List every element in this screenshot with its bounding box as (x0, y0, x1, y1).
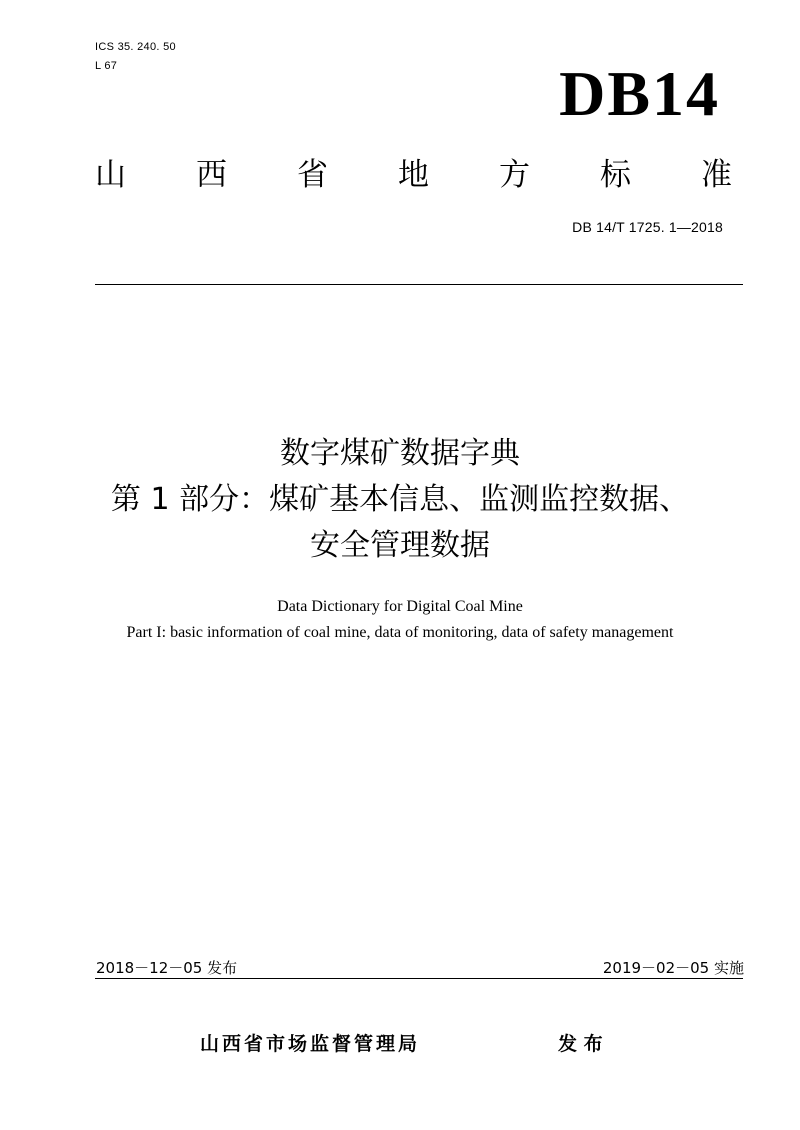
title-zh-line-1: 数字煤矿数据字典 (280, 436, 520, 471)
standard-type-char: 方 (499, 157, 530, 193)
bottom-divider (95, 978, 743, 979)
standard-number: DB 14/T 1725. 1—2018 (572, 219, 723, 235)
title-zh-line-2: 第 1 部分：煤矿基本信息、监测监控数据、 (110, 482, 690, 517)
ics-code: ICS 35. 240. 50 (95, 41, 176, 53)
issue-date: 2018－12－05 发布 (96, 959, 238, 977)
top-divider (95, 284, 743, 285)
standard-type-heading (95, 155, 732, 195)
standard-type-char: 准 (701, 157, 732, 193)
standard-type-char: 地 (398, 157, 429, 193)
implementation-date: 2019－02－05 实施 (602, 959, 744, 977)
publish-label: 发 布 (558, 1033, 603, 1055)
standard-type-char: 标 (600, 157, 631, 193)
standard-type-char: 山 (95, 157, 126, 193)
db-code-logo: DB14 (559, 58, 720, 129)
standard-type-char: 省 (297, 157, 328, 193)
standard-type-char: 西 (196, 157, 227, 193)
issuing-authority: 山西省市场监督管理局 (200, 1033, 421, 1055)
title-en-line-2: Part I: basic information of coal mine, data of monitoring, data of safety management (126, 624, 674, 641)
title-zh-line-3: 安全管理数据 (310, 528, 490, 563)
ccs-code: L 67 (95, 60, 118, 72)
title-en-line-1: Data Dictionary for Digital Coal Mine (277, 598, 523, 615)
